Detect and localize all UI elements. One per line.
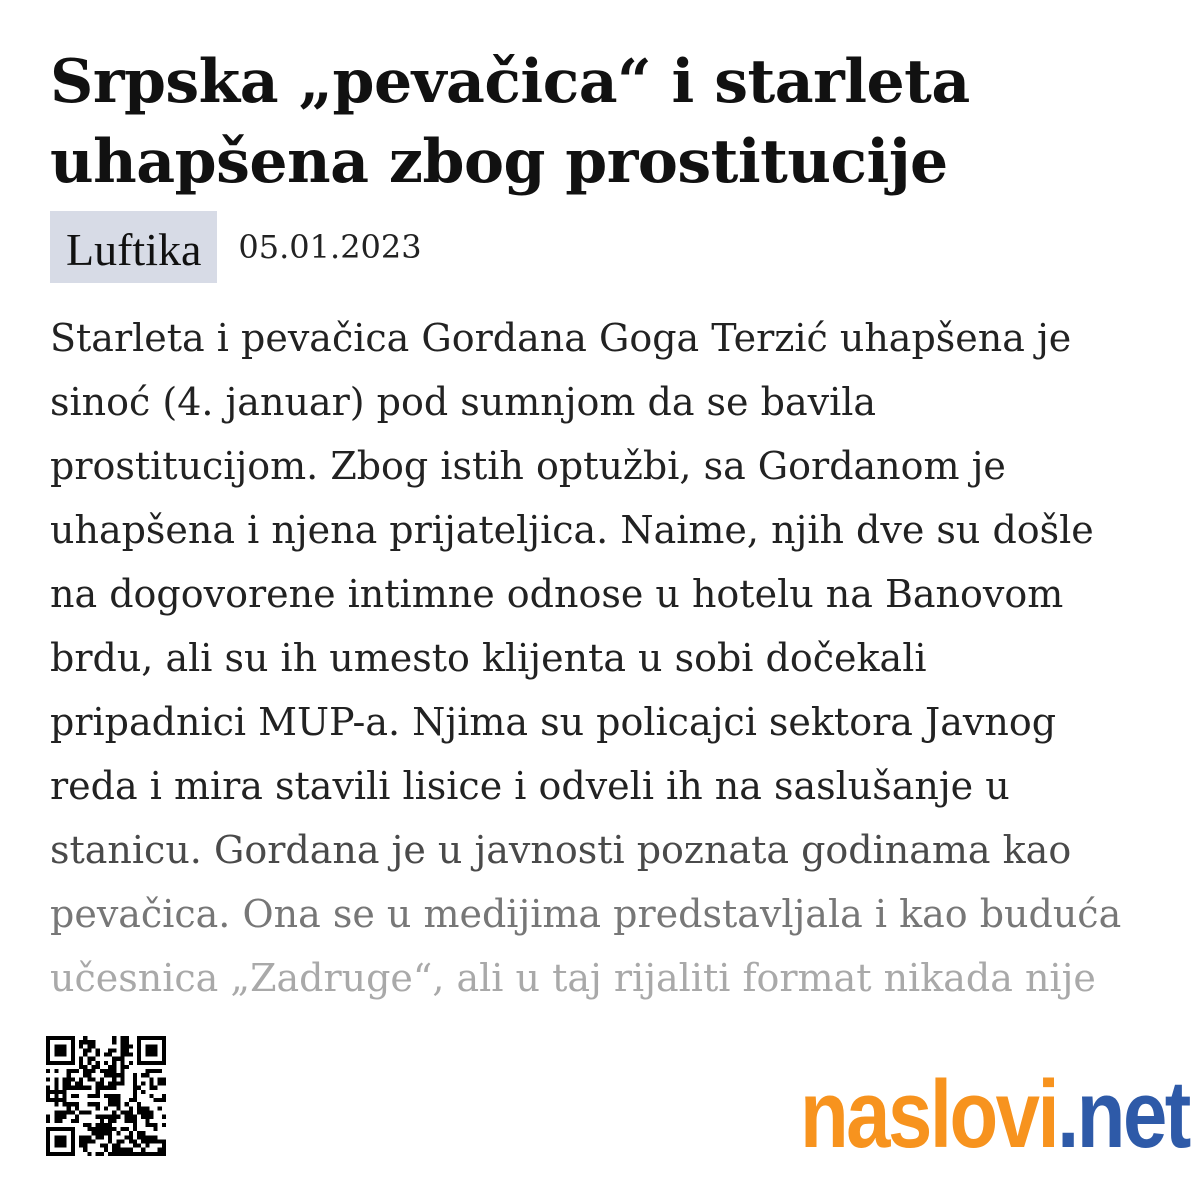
source-badge[interactable]: Luftika	[50, 211, 217, 283]
body-line: reda i mira stavili lisice i odveli ih na saslušanje u	[50, 764, 1010, 808]
body-line: učesnica „Zadruge“, ali u taj rijaliti format nikada nije	[50, 956, 1096, 1000]
body-line: uhapšena i njena prijateljica. Naime, njih dve su došle	[50, 508, 1094, 552]
article-paragraph	[50, 306, 1160, 1006]
title-line-2: uhapšena zbog prostitucije	[50, 127, 948, 197]
body-line: pripadnici MUP-a. Njima su policajci sektora Javnog	[50, 700, 1057, 744]
article-title	[50, 42, 1150, 202]
naslovi-net-logo[interactable]	[800, 1060, 1189, 1170]
title-line-1: Srpska „pevačica“ i starleta	[50, 47, 970, 117]
publish-date: 05.01.2023	[238, 228, 422, 266]
body-line: sinoć (4. januar) pod sumnjom da se bavila	[50, 380, 877, 424]
logo-net: .net	[1057, 1061, 1189, 1168]
body-line: prostitucijom. Zbog istih optužbi, sa Gordanom je	[50, 444, 1006, 488]
body-line: stanicu. Gordana je u javnosti poznata godinama kao	[50, 828, 1072, 872]
article-body	[50, 306, 1160, 1006]
body-line: Starleta i pevačica Gordana Goga Terzić uhapšena je	[50, 316, 1072, 360]
qr-code-icon[interactable]	[46, 1036, 166, 1156]
article-meta	[50, 211, 422, 283]
logo-naslovi: naslovi	[800, 1061, 1058, 1168]
body-line: pevačica. Ona se u medijima predstavljala i kao buduća	[50, 892, 1122, 936]
body-line: na dogovorene intimne odnose u hotelu na Banovom	[50, 572, 1064, 616]
body-line: brdu, ali su ih umesto klijenta u sobi dočekali	[50, 636, 927, 680]
